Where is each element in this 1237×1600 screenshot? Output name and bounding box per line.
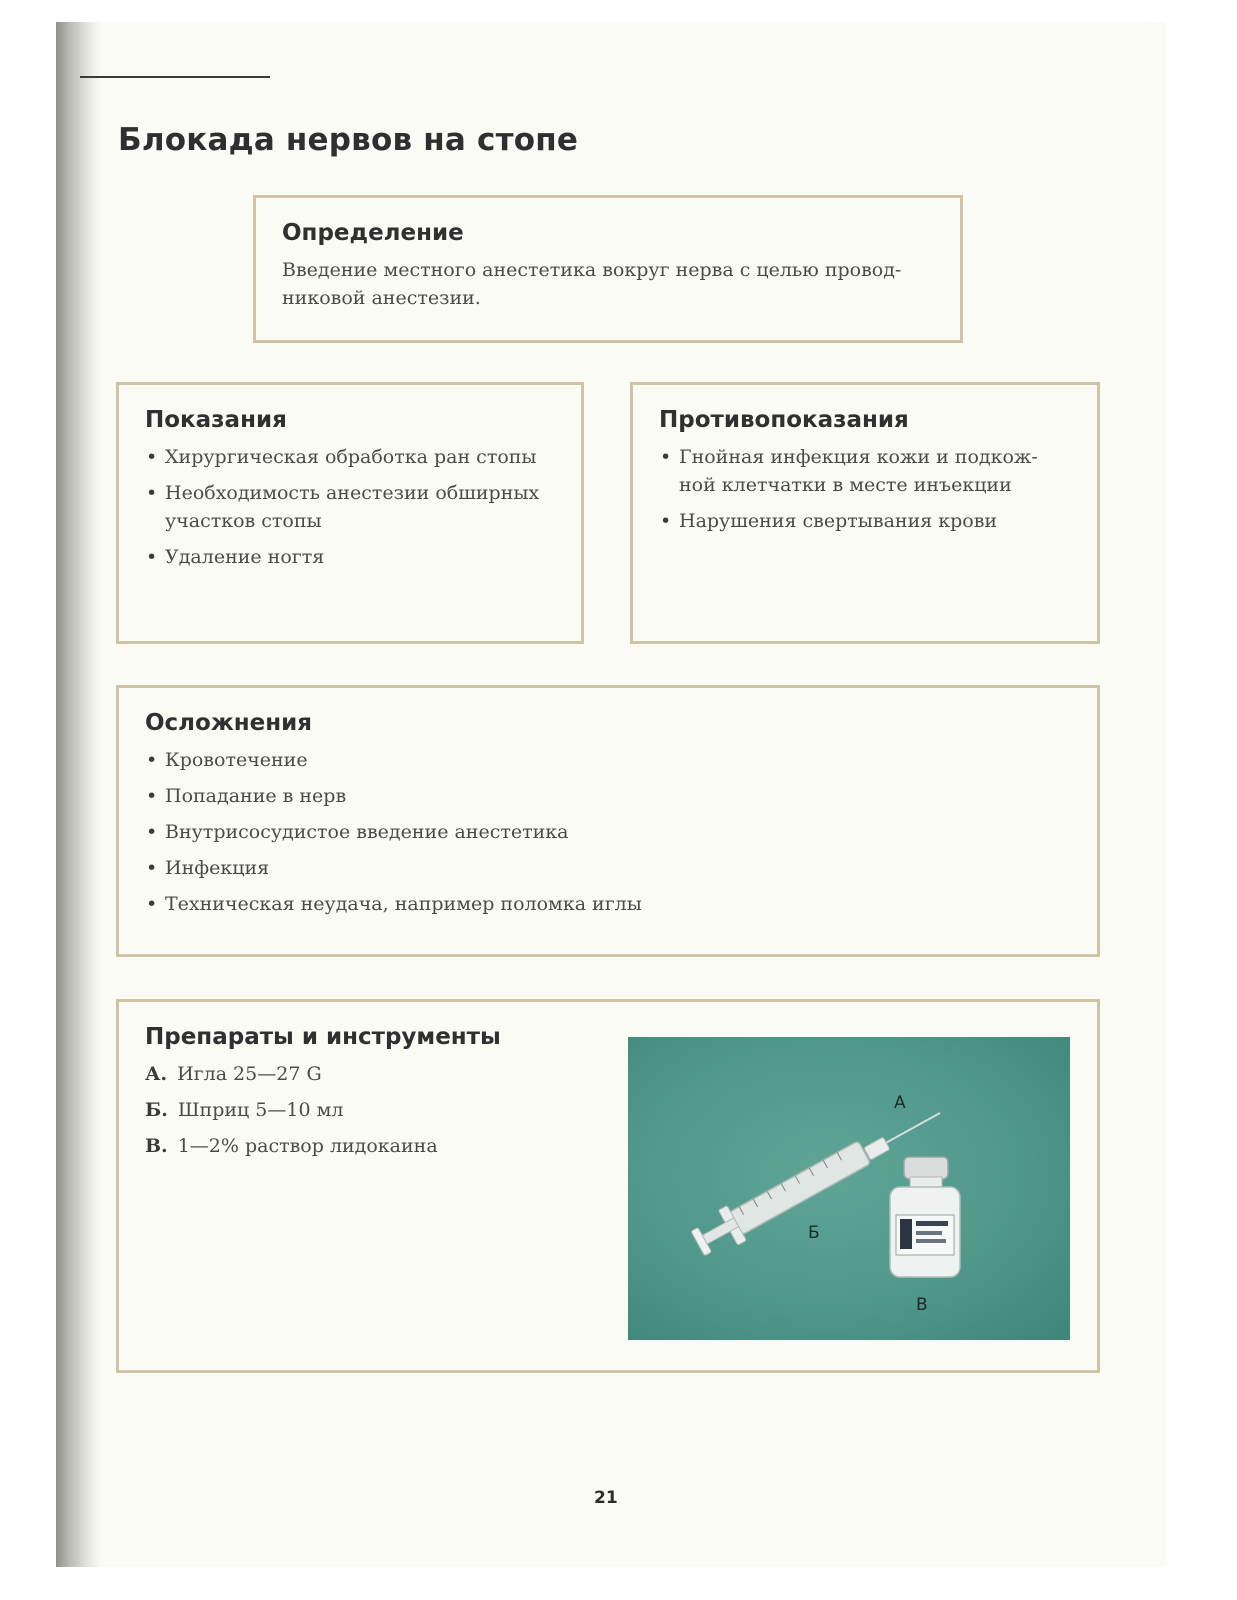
needle: [882, 1113, 940, 1145]
list-item: • Техническая неудача, например поломка иглы: [145, 890, 1071, 918]
item-text: Игла 25—27 G: [177, 1063, 322, 1085]
needle-hub: [864, 1137, 890, 1160]
item-text: 1—2% раствор лидокаина: [177, 1135, 438, 1157]
book-page: [56, 22, 1166, 1567]
item-letter: В.: [145, 1135, 168, 1157]
contraindications-list: [659, 443, 1071, 535]
item-letter: Б.: [145, 1099, 168, 1121]
contraindications-box: [630, 382, 1100, 644]
page-number: 21: [594, 1488, 618, 1508]
complications-box: [116, 685, 1100, 957]
photo-label-c: В: [916, 1295, 928, 1315]
list-item: • Попадание в нерв: [145, 782, 1071, 810]
contraindications-heading: Противопоказания: [659, 407, 909, 433]
list-item: • Удаление ногтя: [145, 543, 555, 571]
list-item: • Кровотечение: [145, 746, 1071, 774]
item-letter: А.: [145, 1063, 168, 1085]
syringe-vial-illustration: [628, 1037, 1070, 1340]
complications-heading: Осложнения: [145, 710, 312, 736]
indications-heading: Показания: [145, 407, 287, 433]
definition-text: Введение местного анестетика вокруг нерва с целью провод-никовой анестезии.: [282, 259, 902, 309]
complications-list: [145, 746, 1071, 918]
indications-box: [116, 382, 584, 644]
top-rule: [80, 76, 270, 78]
list-item: • Гнойная инфекция кожи и подкож-ной клетчатки в месте инъекции: [659, 443, 1071, 499]
item-text: Шприц 5—10 мл: [177, 1099, 344, 1121]
supplies-heading: Препараты и инструменты: [145, 1024, 501, 1050]
supplies-photo: [628, 1037, 1070, 1340]
definition-heading: Определение: [282, 220, 464, 246]
list-item: • Необходимость анестезии обширных участков стопы: [145, 479, 555, 535]
syringe-barrel: [718, 1135, 874, 1246]
indications-list: [145, 443, 555, 571]
photo-label-b: Б: [808, 1223, 820, 1243]
list-item: • Инфекция: [145, 854, 1071, 882]
page-spine-shadow: [56, 22, 100, 1567]
list-item: • Нарушения свертывания крови: [659, 507, 1071, 535]
list-item: • Хирургическая обработка ран стопы: [145, 443, 555, 471]
list-item: • Внутрисосудистое введение анестетика: [145, 818, 1071, 846]
photo-label-a: А: [894, 1093, 906, 1113]
lidocaine-vial: [890, 1157, 960, 1277]
page-title: Блокада нервов на стопе: [118, 122, 579, 158]
definition-box: [253, 195, 963, 343]
